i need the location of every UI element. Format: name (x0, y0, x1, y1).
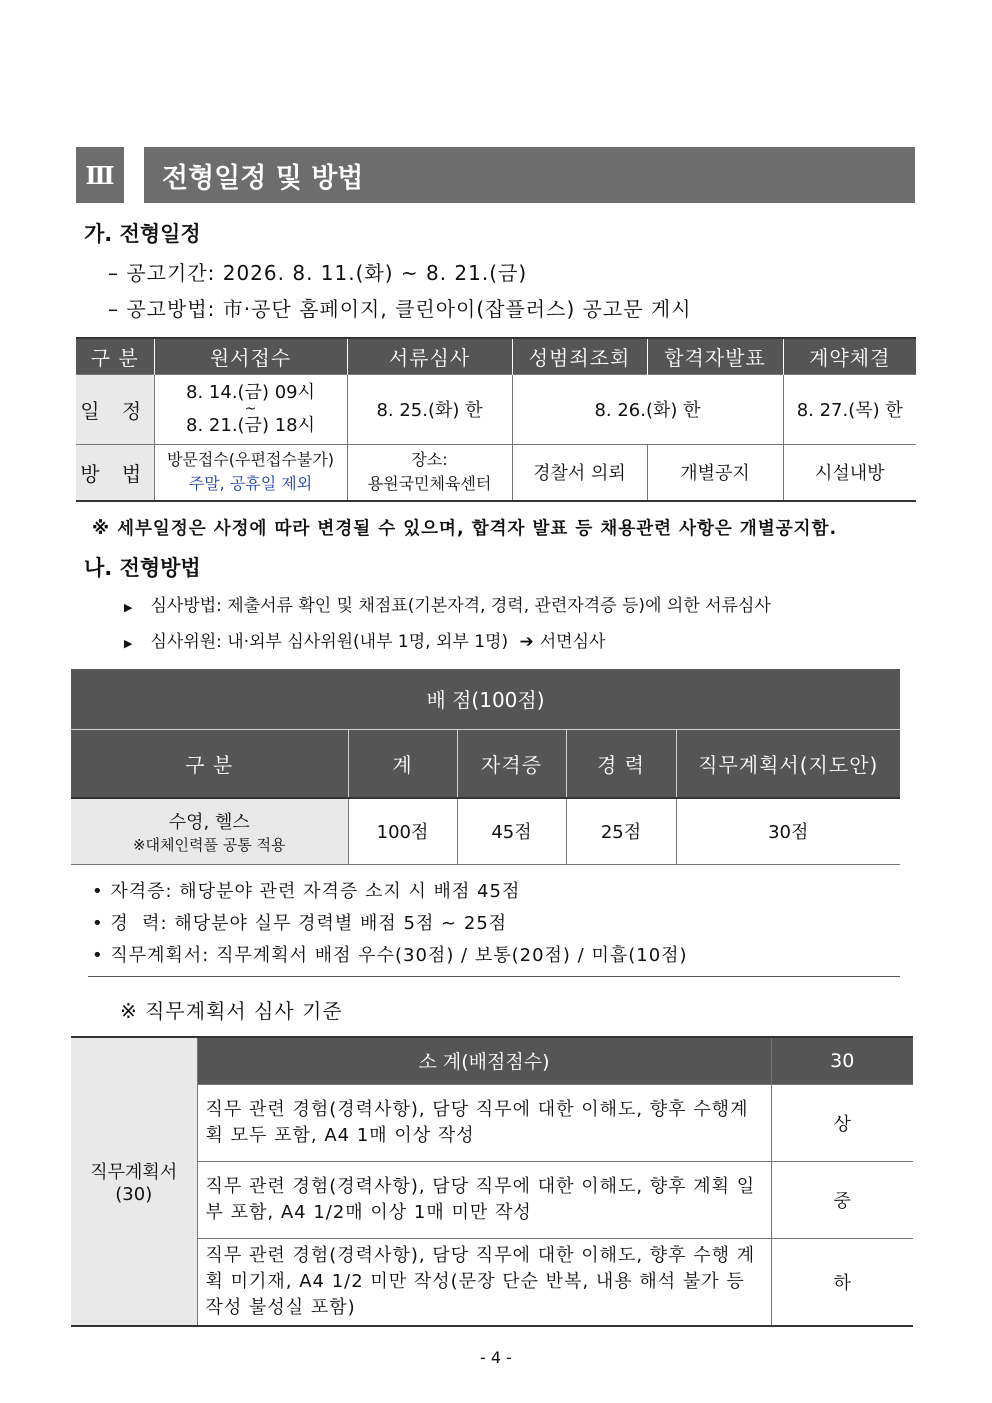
arrow-right-icon: ➔ (519, 632, 534, 652)
contract-method: 시설내방 (783, 444, 916, 501)
score-header-total: 계 (348, 729, 457, 798)
method-item-2-text: 심사위원: 내·외부 심사위원(내부 1명, 외부 1명) (150, 632, 509, 652)
table-row (76, 374, 916, 444)
score-header-career: 경 력 (566, 729, 676, 798)
criteria-desc-low: 직무 관련 경험(경력사항), 담당 직무에 대한 이해도, 향후 수행 계획 미기재, A4 1/2 미만 작성(문장 단순 반복, 내용 해석 불가 등 작성 불성실 포함) (197, 1238, 771, 1326)
triangle-bullet-icon: ▶ (124, 637, 133, 650)
contract-date: 8. 27.(목) 한 (783, 374, 916, 444)
announce-method: – 공고방법: 市·공단 홈페이지, 클린아이(잡플러스) 공고문 게시 (108, 297, 692, 321)
method-item-1-text: 심사방법: 제출서류 확인 및 채점표(기본자격, 경력, 관련자격증 등)에 의한 서류심사 (150, 596, 771, 616)
application-tilde: ~ (244, 401, 257, 417)
score-note-1: • 자격증: 해당분야 관련 자격증 소지 시 배점 45점 (92, 881, 521, 902)
document-review-date: 8. 25.(화) 한 (347, 374, 512, 444)
score-table-header (71, 729, 900, 798)
criteria-grade-low: 하 (771, 1238, 913, 1326)
table-row (71, 1084, 913, 1161)
header-application: 원서접수 (154, 338, 347, 374)
page-number: - 4 - (480, 1348, 512, 1367)
schedule-table-header (76, 338, 916, 374)
method-item-2 (124, 627, 605, 652)
divider (88, 976, 900, 977)
score-header-license: 자격증 (457, 729, 566, 798)
method-heading: 나. 전형방법 (84, 556, 201, 580)
table-row (71, 798, 900, 864)
criteria-table (71, 1036, 913, 1327)
schedule-heading: 가. 전형일정 (84, 222, 201, 246)
application-method-line2: 주말, 공휴일 제외 (188, 474, 313, 494)
score-table (71, 669, 900, 865)
method-item-2-result: 서면심사 (539, 632, 606, 652)
criteria-grade-mid: 중 (771, 1161, 913, 1238)
application-start: 8. 14.(금) 09시 (186, 382, 315, 403)
criteria-side-label (71, 1037, 197, 1326)
method-item-1 (124, 591, 771, 616)
header-document-review: 서류심사 (347, 338, 512, 374)
crime-announce-date: 8. 26.(화) 한 (512, 374, 783, 444)
triangle-bullet-icon: ▶ (124, 601, 133, 614)
score-row-label-main: 수영, 헬스 (168, 811, 250, 833)
score-license: 45점 (457, 798, 566, 864)
criteria-desc-high: 직무 관련 경험(경력사항), 담당 직무에 대한 이해도, 향후 수행계획 모두 포함, A4 1매 이상 작성 (197, 1084, 771, 1161)
score-header-category: 구 분 (71, 729, 348, 798)
table-row (71, 1238, 913, 1326)
header-crime-check: 성범죄조회 (512, 338, 647, 374)
row-label-method: 방 법 (76, 444, 154, 501)
score-row-label-note: ※대체인력풀 공통 적용 (132, 835, 286, 854)
criteria-head-row (71, 1037, 913, 1084)
row-label-schedule: 일 정 (76, 374, 154, 444)
criteria-grade-high: 상 (771, 1084, 913, 1161)
section-title: 전형일정 및 방법 (144, 147, 915, 203)
score-notes (92, 876, 688, 972)
score-note-3: • 직무계획서: 직무계획서 배점 우수(30점) / 보통(20점) / 미흡(10점) (92, 945, 688, 966)
announce-period: – 공고기간: 2026. 8. 11.(화) ~ 8. 21.(금) (108, 261, 528, 285)
announcement-method: 개별공지 (647, 444, 783, 501)
header-category: 구 분 (76, 338, 154, 374)
header-contract: 계약체결 (783, 338, 916, 374)
crime-check-method: 경찰서 의뢰 (512, 444, 647, 501)
application-method-line1: 방문접수(우편접수불가) (166, 450, 335, 470)
document-method (347, 444, 512, 501)
table-row (71, 1161, 913, 1238)
section-number: Ⅲ (76, 147, 124, 203)
score-total: 100점 (348, 798, 457, 864)
application-method (154, 444, 347, 501)
criteria-side-label-main: 직무계획서 (90, 1161, 178, 1183)
criteria-side-label-score: (30) (115, 1183, 153, 1205)
header-announcement: 합격자발표 (647, 338, 783, 374)
score-row-label (71, 798, 348, 864)
schedule-note: ※ 세부일정은 사정에 따라 변경될 수 있으며, 합격자 발표 등 채용관련 사항은 개별공지함. (92, 519, 838, 539)
score-table-title-row (71, 669, 900, 729)
criteria-desc-mid: 직무 관련 경험(경력사항), 담당 직무에 대한 이해도, 향후 계획 일부 포함, A4 1/2매 이상 1매 미만 작성 (197, 1161, 771, 1238)
application-dates (154, 374, 347, 444)
score-header-plan: 직무계획서(지도안) (676, 729, 900, 798)
criteria-head-score: 30 (771, 1037, 913, 1084)
score-note-2: • 경 력: 해당분야 실무 경력별 배점 5점 ~ 25점 (92, 913, 508, 934)
criteria-heading: ※ 직무계획서 심사 기준 (120, 999, 343, 1023)
document-method-line2: 용원국민체육센터 (367, 474, 492, 494)
criteria-head-label: 소 계(배점점수) (197, 1037, 771, 1084)
score-table-title: 배 점(100점) (71, 669, 900, 729)
application-end: 8. 21.(금) 18시 (186, 415, 315, 436)
document-method-line1: 장소: (411, 450, 448, 470)
schedule-table (76, 337, 916, 502)
score-plan: 30점 (676, 798, 900, 864)
score-career: 25점 (566, 798, 676, 864)
table-row (76, 444, 916, 501)
